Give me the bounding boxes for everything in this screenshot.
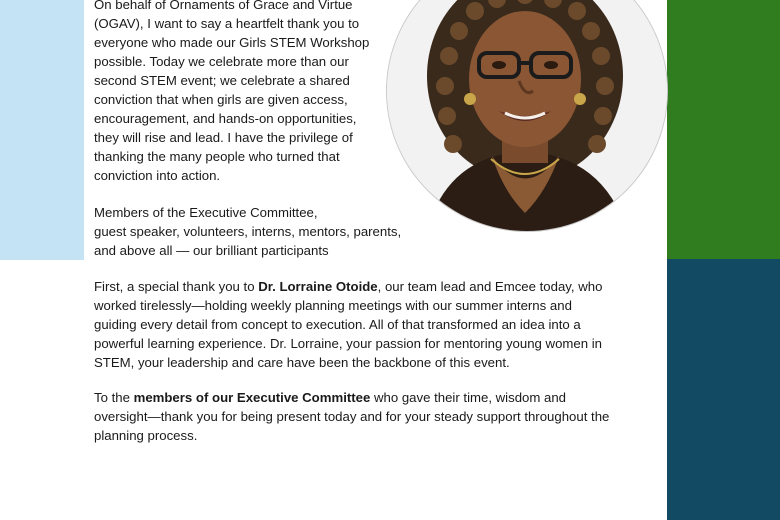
addressees-line: and above all — our brilliant participants <box>94 243 329 258</box>
intro-line: conviction into action. <box>94 168 221 183</box>
intro-line: conviction that when girls are given access, <box>94 92 348 107</box>
right-navy-band <box>667 259 780 520</box>
intro-line: On behalf of Ornaments of Grace and Virtue <box>94 0 353 12</box>
committee-name: members of our Executive Committee <box>133 390 371 405</box>
lead-thanks-line: powerful learning experience. Dr. Lorraine, your passion for mentoring young women in <box>94 336 602 351</box>
committee-thanks-line <box>94 388 664 407</box>
intro-line: everyone who made our Girls STEM Workshop <box>94 35 370 50</box>
left-decorative-band <box>0 0 84 260</box>
portrait-illustration <box>387 0 667 231</box>
intro-line: second STEM event; we celebrate a shared <box>94 73 350 88</box>
addressees-paragraph <box>94 203 434 260</box>
intro-paragraph <box>94 0 394 185</box>
lead-thanks-paragraph <box>94 277 664 372</box>
intro-line: possible. Today we celebrate more than our <box>94 54 349 69</box>
committee-thanks-line: oversight—thank you for being present today and for your steady support throughout the <box>94 409 610 424</box>
intro-line: thanking the many people who turned that <box>94 149 340 164</box>
lead-thanks-text: First, a special thank you to <box>94 279 259 294</box>
committee-thanks-text: who gave their time, wisdom and <box>370 390 567 405</box>
lead-thanks-line: worked tirelessly—holding weekly planning meetings with our summer interns and <box>94 298 572 313</box>
committee-thanks-paragraph <box>94 388 664 445</box>
right-green-band <box>667 0 780 259</box>
intro-line: they will rise and lead. I have the privilege of <box>94 130 353 145</box>
intro-line: (OGAV), I want to say a heartfelt thank you to <box>94 16 360 31</box>
addressees-line: Members of the Executive Committee, <box>94 205 318 220</box>
lead-thanks-line <box>94 277 664 296</box>
lead-thanks-text: , our team lead and Emcee today, who <box>377 279 603 294</box>
speaker-portrait <box>386 0 668 232</box>
committee-thanks-text: To the <box>94 390 134 405</box>
committee-thanks-line: planning process. <box>94 428 198 443</box>
lead-thanks-line: guiding every detail from concept to execution. All of that transformed an idea into a <box>94 317 581 332</box>
intro-line: encouragement, and hands-on opportunities, <box>94 111 357 126</box>
addressees-line: guest speaker, volunteers, interns, mentors, parents, <box>94 224 402 239</box>
lead-name: Dr. Lorraine Otoide <box>258 279 378 294</box>
lead-thanks-line: STEM, your leadership and care have been the backbone of this event. <box>94 355 510 370</box>
